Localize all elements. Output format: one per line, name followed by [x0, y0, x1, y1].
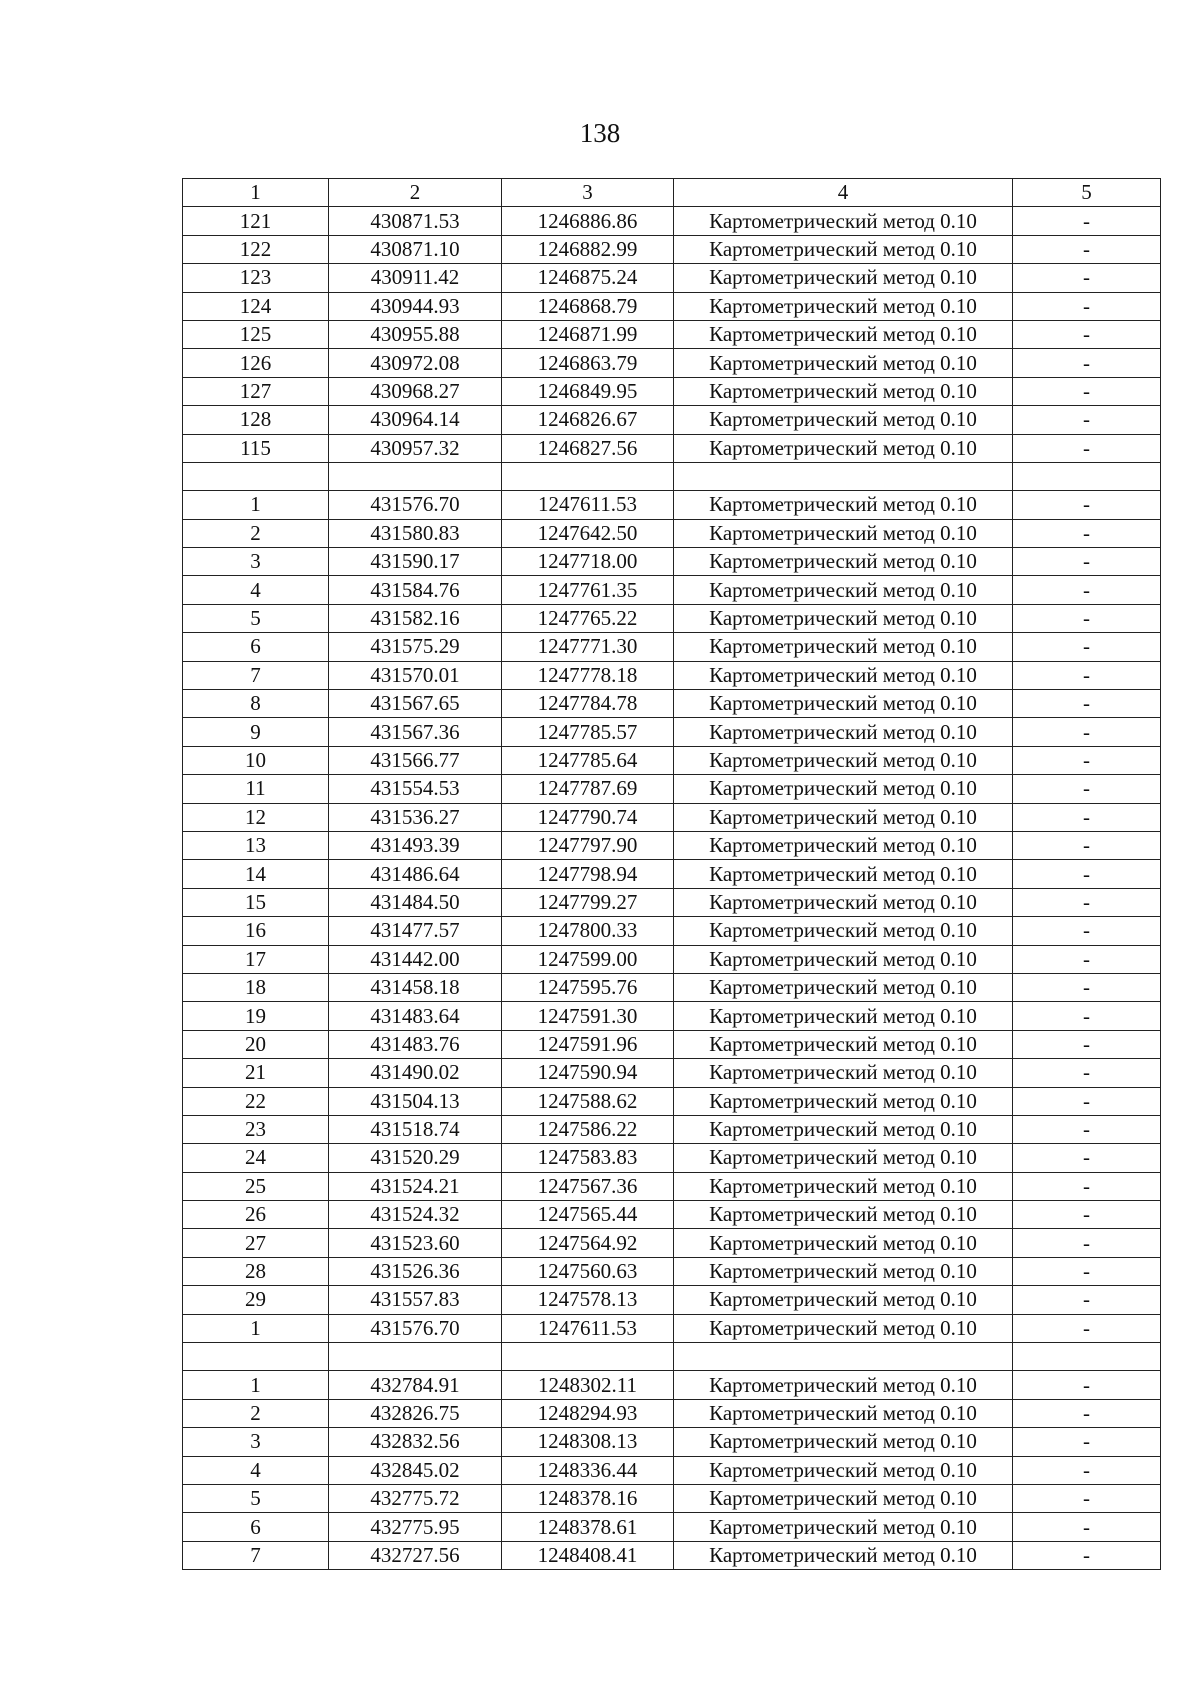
empty-cell: [1013, 1343, 1161, 1371]
table-row: [183, 235, 1161, 263]
cell-coord-x: 431442.00: [329, 945, 502, 973]
table-row: [183, 803, 1161, 831]
header-col-4: 4: [674, 179, 1013, 207]
cell-point-number: 128: [183, 406, 329, 434]
coordinates-table: [182, 178, 1161, 1570]
cell-point-number: 125: [183, 320, 329, 348]
table-row: [183, 1115, 1161, 1143]
table-row: [183, 1002, 1161, 1030]
cell-coord-x: 431458.18: [329, 973, 502, 1001]
table-row: [183, 945, 1161, 973]
cell-method: Картометрический метод 0.10: [674, 406, 1013, 434]
cell-coord-x: 431484.50: [329, 888, 502, 916]
cell-method: Картометрический метод 0.10: [674, 775, 1013, 803]
cell-point-number: 126: [183, 349, 329, 377]
cell-coord-y: 1247591.96: [502, 1030, 674, 1058]
cell-point-number: 28: [183, 1257, 329, 1285]
cell-coord-x: 431524.21: [329, 1172, 502, 1200]
cell-point-number: 10: [183, 746, 329, 774]
cell-note: -: [1013, 548, 1161, 576]
cell-coord-y: 1247560.63: [502, 1257, 674, 1285]
cell-coord-y: 1247800.33: [502, 917, 674, 945]
table-row: [183, 1541, 1161, 1569]
cell-method: Картометрический метод 0.10: [674, 1484, 1013, 1512]
cell-coord-y: 1247798.94: [502, 860, 674, 888]
cell-note: -: [1013, 1059, 1161, 1087]
cell-coord-x: 430964.14: [329, 406, 502, 434]
page-number: 138: [579, 118, 621, 148]
table-row: [183, 633, 1161, 661]
empty-cell: [183, 1343, 329, 1371]
cell-coord-x: 432727.56: [329, 1541, 502, 1569]
cell-method: Картометрический метод 0.10: [674, 1428, 1013, 1456]
cell-coord-y: 1247642.50: [502, 519, 674, 547]
cell-note: -: [1013, 292, 1161, 320]
table-row: [183, 973, 1161, 1001]
cell-coord-y: 1247765.22: [502, 604, 674, 632]
cell-note: -: [1013, 235, 1161, 263]
cell-coord-x: 431483.64: [329, 1002, 502, 1030]
empty-cell: [674, 1343, 1013, 1371]
cell-coord-y: 1247590.94: [502, 1059, 674, 1087]
table-row: [183, 860, 1161, 888]
cell-point-number: 3: [183, 1428, 329, 1456]
table-row: [183, 831, 1161, 859]
cell-note: -: [1013, 604, 1161, 632]
cell-method: Картометрический метод 0.10: [674, 207, 1013, 235]
cell-point-number: 4: [183, 1456, 329, 1484]
table-row: [183, 576, 1161, 604]
cell-point-number: 2: [183, 519, 329, 547]
cell-method: Картометрический метод 0.10: [674, 604, 1013, 632]
cell-note: -: [1013, 1002, 1161, 1030]
cell-coord-y: 1246863.79: [502, 349, 674, 377]
cell-point-number: 16: [183, 917, 329, 945]
section-separator-row: [183, 462, 1161, 490]
cell-note: -: [1013, 1286, 1161, 1314]
cell-note: -: [1013, 888, 1161, 916]
cell-method: Картометрический метод 0.10: [674, 1541, 1013, 1569]
cell-coord-y: 1247790.74: [502, 803, 674, 831]
cell-coord-y: 1246827.56: [502, 434, 674, 462]
cell-point-number: 127: [183, 377, 329, 405]
cell-method: Картометрический метод 0.10: [674, 1201, 1013, 1229]
cell-point-number: 122: [183, 235, 329, 263]
cell-point-number: 13: [183, 831, 329, 859]
cell-note: -: [1013, 1456, 1161, 1484]
cell-note: -: [1013, 1541, 1161, 1569]
table-row: [183, 661, 1161, 689]
cell-coord-y: 1248336.44: [502, 1456, 674, 1484]
cell-coord-x: 431490.02: [329, 1059, 502, 1087]
cell-method: Картометрический метод 0.10: [674, 1399, 1013, 1427]
cell-method: Картометрический метод 0.10: [674, 1286, 1013, 1314]
cell-method: Картометрический метод 0.10: [674, 1030, 1013, 1058]
cell-coord-y: 1247588.62: [502, 1087, 674, 1115]
cell-method: Картометрический метод 0.10: [674, 1172, 1013, 1200]
cell-coord-x: 431526.36: [329, 1257, 502, 1285]
cell-method: Картометрический метод 0.10: [674, 746, 1013, 774]
table-row: [183, 1428, 1161, 1456]
cell-coord-y: 1247565.44: [502, 1201, 674, 1229]
table-row: [183, 1257, 1161, 1285]
cell-note: -: [1013, 1484, 1161, 1512]
cell-coord-x: 431566.77: [329, 746, 502, 774]
cell-coord-x: 431567.65: [329, 690, 502, 718]
cell-coord-x: 431523.60: [329, 1229, 502, 1257]
empty-cell: [329, 462, 502, 490]
cell-method: Картометрический метод 0.10: [674, 434, 1013, 462]
cell-coord-x: 430968.27: [329, 377, 502, 405]
cell-method: Картометрический метод 0.10: [674, 1314, 1013, 1342]
cell-coord-x: 431536.27: [329, 803, 502, 831]
cell-point-number: 19: [183, 1002, 329, 1030]
table-row: [183, 690, 1161, 718]
cell-note: -: [1013, 519, 1161, 547]
cell-note: -: [1013, 1314, 1161, 1342]
cell-point-number: 14: [183, 860, 329, 888]
cell-point-number: 27: [183, 1229, 329, 1257]
cell-point-number: 26: [183, 1201, 329, 1229]
cell-note: -: [1013, 1201, 1161, 1229]
cell-coord-y: 1247771.30: [502, 633, 674, 661]
cell-coord-x: 431477.57: [329, 917, 502, 945]
cell-coord-x: 431567.36: [329, 718, 502, 746]
table-row: [183, 775, 1161, 803]
cell-point-number: 4: [183, 576, 329, 604]
header-col-1: 1: [183, 179, 329, 207]
cell-note: -: [1013, 1087, 1161, 1115]
table-body: [183, 207, 1161, 1570]
table-row: [183, 1286, 1161, 1314]
empty-cell: [502, 1343, 674, 1371]
cell-note: -: [1013, 1513, 1161, 1541]
cell-note: -: [1013, 917, 1161, 945]
cell-coord-y: 1248302.11: [502, 1371, 674, 1399]
cell-method: Картометрический метод 0.10: [674, 973, 1013, 1001]
cell-note: -: [1013, 1371, 1161, 1399]
table-row: [183, 1144, 1161, 1172]
table-row: [183, 320, 1161, 348]
table-row: [183, 377, 1161, 405]
cell-coord-y: 1247611.53: [502, 1314, 674, 1342]
cell-method: Картометрический метод 0.10: [674, 661, 1013, 689]
cell-coord-x: 431520.29: [329, 1144, 502, 1172]
cell-coord-x: 431524.32: [329, 1201, 502, 1229]
cell-note: -: [1013, 661, 1161, 689]
cell-point-number: 18: [183, 973, 329, 1001]
cell-point-number: 20: [183, 1030, 329, 1058]
cell-coord-x: 431486.64: [329, 860, 502, 888]
cell-point-number: 6: [183, 1513, 329, 1541]
cell-coord-y: 1246826.67: [502, 406, 674, 434]
table-row: [183, 207, 1161, 235]
cell-coord-x: 431576.70: [329, 491, 502, 519]
cell-coord-y: 1248294.93: [502, 1399, 674, 1427]
cell-method: Картометрический метод 0.10: [674, 860, 1013, 888]
cell-point-number: 22: [183, 1087, 329, 1115]
cell-method: Картометрический метод 0.10: [674, 1144, 1013, 1172]
cell-method: Картометрический метод 0.10: [674, 803, 1013, 831]
cell-point-number: 5: [183, 1484, 329, 1512]
cell-coord-y: 1248378.61: [502, 1513, 674, 1541]
cell-coord-y: 1247785.57: [502, 718, 674, 746]
cell-coord-y: 1246886.86: [502, 207, 674, 235]
cell-note: -: [1013, 973, 1161, 1001]
cell-coord-x: 430944.93: [329, 292, 502, 320]
table-row: [183, 1314, 1161, 1342]
cell-coord-y: 1246882.99: [502, 235, 674, 263]
cell-point-number: 24: [183, 1144, 329, 1172]
cell-coord-x: 431580.83: [329, 519, 502, 547]
cell-coord-x: 432826.75: [329, 1399, 502, 1427]
cell-note: -: [1013, 945, 1161, 973]
cell-point-number: 29: [183, 1286, 329, 1314]
cell-coord-y: 1247583.83: [502, 1144, 674, 1172]
cell-method: Картометрический метод 0.10: [674, 548, 1013, 576]
cell-coord-y: 1247595.76: [502, 973, 674, 1001]
table-row: [183, 434, 1161, 462]
cell-coord-y: 1248378.16: [502, 1484, 674, 1512]
header-col-3: 3: [502, 179, 674, 207]
table-row: [183, 1201, 1161, 1229]
cell-method: Картометрический метод 0.10: [674, 292, 1013, 320]
cell-method: Картометрический метод 0.10: [674, 831, 1013, 859]
cell-note: -: [1013, 1428, 1161, 1456]
cell-coord-y: 1246871.99: [502, 320, 674, 348]
cell-coord-y: 1247797.90: [502, 831, 674, 859]
cell-note: -: [1013, 1030, 1161, 1058]
table-row: [183, 1087, 1161, 1115]
cell-point-number: 2: [183, 1399, 329, 1427]
cell-coord-y: 1247784.78: [502, 690, 674, 718]
cell-method: Картометрический метод 0.10: [674, 264, 1013, 292]
cell-point-number: 25: [183, 1172, 329, 1200]
table-row: [183, 917, 1161, 945]
cell-coord-y: 1246849.95: [502, 377, 674, 405]
cell-coord-x: 431504.13: [329, 1087, 502, 1115]
cell-coord-y: 1247799.27: [502, 888, 674, 916]
table-row: [183, 292, 1161, 320]
cell-note: -: [1013, 264, 1161, 292]
table-row: [183, 888, 1161, 916]
cell-coord-y: 1247564.92: [502, 1229, 674, 1257]
cell-method: Картометрический метод 0.10: [674, 235, 1013, 263]
cell-point-number: 23: [183, 1115, 329, 1143]
empty-cell: [674, 462, 1013, 490]
cell-note: -: [1013, 1399, 1161, 1427]
cell-point-number: 21: [183, 1059, 329, 1087]
cell-coord-x: 431584.76: [329, 576, 502, 604]
table-row: [183, 1059, 1161, 1087]
cell-point-number: 124: [183, 292, 329, 320]
cell-note: -: [1013, 434, 1161, 462]
table-row: [183, 1456, 1161, 1484]
cell-coord-x: 432775.95: [329, 1513, 502, 1541]
cell-method: Картометрический метод 0.10: [674, 491, 1013, 519]
cell-note: -: [1013, 320, 1161, 348]
cell-point-number: 11: [183, 775, 329, 803]
cell-point-number: 9: [183, 718, 329, 746]
cell-coord-y: 1247591.30: [502, 1002, 674, 1030]
section-separator-row: [183, 1343, 1161, 1371]
header-row: [183, 179, 1161, 207]
cell-method: Картометрический метод 0.10: [674, 1087, 1013, 1115]
cell-coord-y: 1247586.22: [502, 1115, 674, 1143]
table-row: [183, 1399, 1161, 1427]
cell-coord-y: 1247778.18: [502, 661, 674, 689]
cell-note: -: [1013, 775, 1161, 803]
cell-point-number: 123: [183, 264, 329, 292]
cell-coord-x: 432775.72: [329, 1484, 502, 1512]
header-col-2: 2: [329, 179, 502, 207]
cell-coord-x: 432832.56: [329, 1428, 502, 1456]
cell-point-number: 7: [183, 661, 329, 689]
cell-method: Картометрический метод 0.10: [674, 1115, 1013, 1143]
cell-coord-x: 431493.39: [329, 831, 502, 859]
empty-cell: [1013, 462, 1161, 490]
cell-coord-x: 431570.01: [329, 661, 502, 689]
cell-note: -: [1013, 718, 1161, 746]
cell-method: Картометрический метод 0.10: [674, 718, 1013, 746]
cell-coord-y: 1247567.36: [502, 1172, 674, 1200]
cell-note: -: [1013, 406, 1161, 434]
cell-method: Картометрический метод 0.10: [674, 1002, 1013, 1030]
cell-coord-y: 1247599.00: [502, 945, 674, 973]
cell-method: Картометрический метод 0.10: [674, 1059, 1013, 1087]
cell-note: -: [1013, 831, 1161, 859]
table-row: [183, 349, 1161, 377]
cell-point-number: 1: [183, 1314, 329, 1342]
table-row: [183, 406, 1161, 434]
table-row: [183, 604, 1161, 632]
cell-coord-y: 1246875.24: [502, 264, 674, 292]
cell-point-number: 3: [183, 548, 329, 576]
cell-method: Картометрический метод 0.10: [674, 519, 1013, 547]
cell-note: -: [1013, 1229, 1161, 1257]
cell-method: Картометрический метод 0.10: [674, 633, 1013, 661]
cell-point-number: 1: [183, 491, 329, 519]
cell-note: -: [1013, 860, 1161, 888]
table-row: [183, 491, 1161, 519]
table-row: [183, 1030, 1161, 1058]
cell-coord-y: 1248308.13: [502, 1428, 674, 1456]
header-col-5: 5: [1013, 179, 1161, 207]
cell-coord-x: 430955.88: [329, 320, 502, 348]
cell-point-number: 17: [183, 945, 329, 973]
cell-coord-y: 1247718.00: [502, 548, 674, 576]
cell-coord-y: 1247787.69: [502, 775, 674, 803]
cell-point-number: 5: [183, 604, 329, 632]
table-row: [183, 1229, 1161, 1257]
cell-coord-y: 1246868.79: [502, 292, 674, 320]
cell-coord-x: 431483.76: [329, 1030, 502, 1058]
cell-coord-x: 430871.53: [329, 207, 502, 235]
empty-cell: [329, 1343, 502, 1371]
cell-note: -: [1013, 1257, 1161, 1285]
cell-point-number: 115: [183, 434, 329, 462]
cell-note: -: [1013, 349, 1161, 377]
table-row: [183, 1172, 1161, 1200]
cell-point-number: 6: [183, 633, 329, 661]
cell-coord-x: 430972.08: [329, 349, 502, 377]
cell-coord-y: 1248408.41: [502, 1541, 674, 1569]
cell-method: Картометрический метод 0.10: [674, 1229, 1013, 1257]
cell-coord-x: 432845.02: [329, 1456, 502, 1484]
cell-coord-x: 431582.16: [329, 604, 502, 632]
table-row: [183, 718, 1161, 746]
cell-method: Картометрический метод 0.10: [674, 1257, 1013, 1285]
cell-coord-x: 431518.74: [329, 1115, 502, 1143]
table-row: [183, 519, 1161, 547]
cell-coord-y: 1247785.64: [502, 746, 674, 774]
cell-method: Картометрический метод 0.10: [674, 888, 1013, 916]
cell-coord-x: 432784.91: [329, 1371, 502, 1399]
cell-coord-x: 431590.17: [329, 548, 502, 576]
table-header: [183, 179, 1161, 207]
cell-note: -: [1013, 746, 1161, 774]
cell-coord-x: 431557.83: [329, 1286, 502, 1314]
cell-note: -: [1013, 803, 1161, 831]
cell-method: Картометрический метод 0.10: [674, 576, 1013, 604]
cell-coord-x: 431576.70: [329, 1314, 502, 1342]
table-row: [183, 1484, 1161, 1512]
table-row: [183, 746, 1161, 774]
cell-method: Картометрический метод 0.10: [674, 320, 1013, 348]
cell-note: -: [1013, 1172, 1161, 1200]
cell-method: Картометрический метод 0.10: [674, 945, 1013, 973]
cell-method: Картометрический метод 0.10: [674, 690, 1013, 718]
cell-coord-x: 430957.32: [329, 434, 502, 462]
cell-method: Картометрический метод 0.10: [674, 1371, 1013, 1399]
cell-note: -: [1013, 633, 1161, 661]
cell-note: -: [1013, 1115, 1161, 1143]
table-row: [183, 264, 1161, 292]
cell-coord-x: 431575.29: [329, 633, 502, 661]
cell-coord-x: 430871.10: [329, 235, 502, 263]
cell-coord-x: 430911.42: [329, 264, 502, 292]
cell-note: -: [1013, 690, 1161, 718]
cell-note: -: [1013, 1144, 1161, 1172]
cell-coord-x: 431554.53: [329, 775, 502, 803]
cell-point-number: 7: [183, 1541, 329, 1569]
table-row: [183, 548, 1161, 576]
cell-method: Картометрический метод 0.10: [674, 377, 1013, 405]
cell-note: -: [1013, 491, 1161, 519]
cell-coord-y: 1247611.53: [502, 491, 674, 519]
cell-method: Картометрический метод 0.10: [674, 917, 1013, 945]
cell-point-number: 12: [183, 803, 329, 831]
cell-point-number: 1: [183, 1371, 329, 1399]
cell-method: Картометрический метод 0.10: [674, 1513, 1013, 1541]
cell-point-number: 8: [183, 690, 329, 718]
table-row: [183, 1371, 1161, 1399]
empty-cell: [183, 462, 329, 490]
cell-note: -: [1013, 576, 1161, 604]
cell-note: -: [1013, 207, 1161, 235]
table-row: [183, 1513, 1161, 1541]
empty-cell: [502, 462, 674, 490]
cell-coord-y: 1247578.13: [502, 1286, 674, 1314]
cell-point-number: 15: [183, 888, 329, 916]
cell-coord-y: 1247761.35: [502, 576, 674, 604]
cell-point-number: 121: [183, 207, 329, 235]
cell-method: Картометрический метод 0.10: [674, 349, 1013, 377]
cell-method: Картометрический метод 0.10: [674, 1456, 1013, 1484]
cell-note: -: [1013, 377, 1161, 405]
